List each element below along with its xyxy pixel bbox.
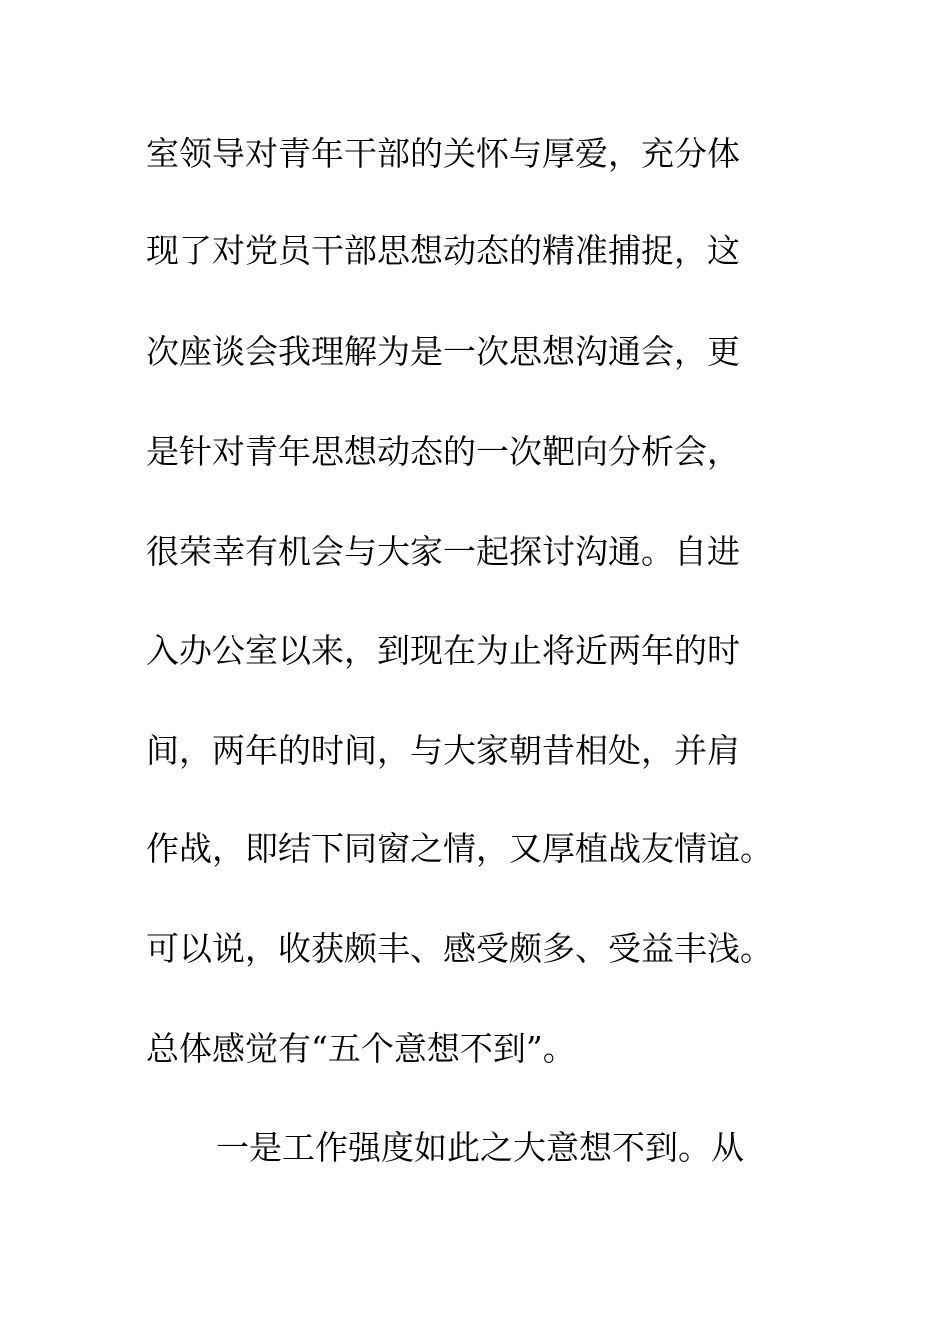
text-line-8: 作战，即结下同窗之情，又厚植战友情谊。 bbox=[146, 829, 773, 868]
paragraph-start-line: 一是工作强度如此之大意想不到。从 bbox=[216, 1128, 744, 1167]
text-line-10: 总体感觉有“五个意想不到”。 bbox=[146, 1029, 576, 1068]
text-line-6: 入办公室以来，到现在为止将近两年的时 bbox=[146, 631, 740, 670]
text-line-7: 间，两年的时间，与大家朝昔相处，并肩 bbox=[146, 731, 740, 770]
text-line-4: 是针对青年思想动态的一次靶向分析会， bbox=[146, 432, 740, 471]
text-line-2: 现了对党员干部思想动态的精准捕捉，这 bbox=[146, 231, 740, 270]
text-line-1: 室领导对青年干部的关怀与厚爱，充分体 bbox=[146, 134, 740, 173]
text-line-9: 可以说，收获颇丰、感受颇多、受益丰浅。 bbox=[146, 929, 773, 968]
text-line-3: 次座谈会我理解为是一次思想沟通会，更 bbox=[146, 332, 740, 371]
text-line-5: 很荣幸有机会与大家一起探讨沟通。自进 bbox=[146, 532, 740, 571]
